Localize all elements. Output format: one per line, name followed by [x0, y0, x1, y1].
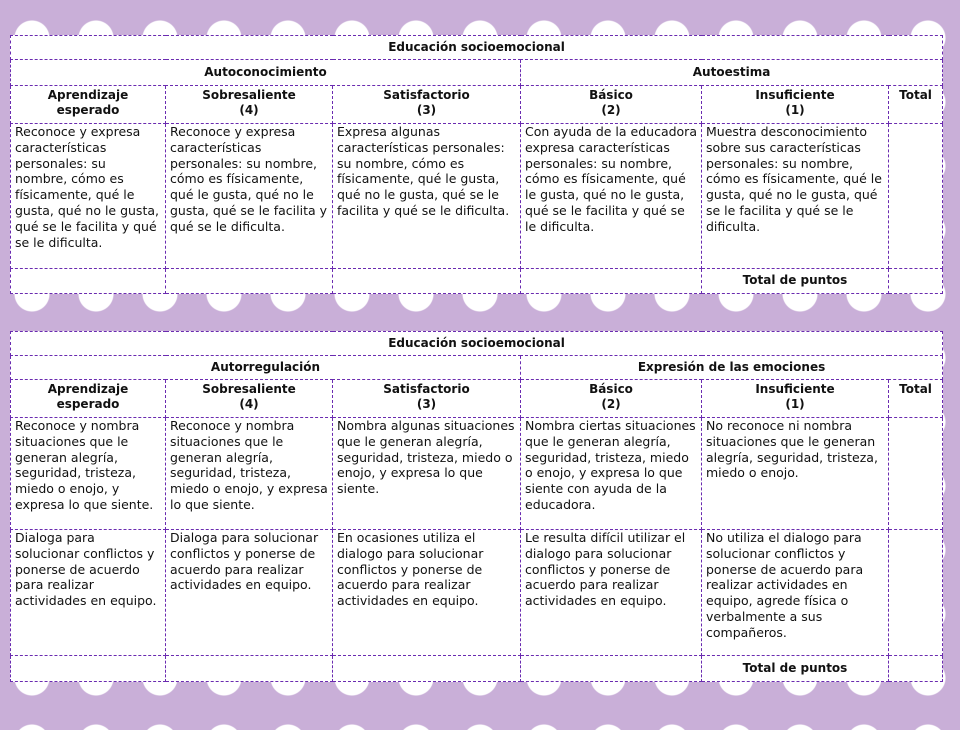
total-points-label: Total de puntos	[702, 269, 889, 294]
level-1-cell: No utiliza el dialogo para solucionar conflictos y ponerse de acuerdo para realizar actividades en equipo, agrede física o verbalmente a sus compañeros.	[702, 530, 889, 656]
total-cell	[889, 418, 943, 530]
empty-cell	[11, 269, 166, 294]
learning-header: Aprendizaje esperado	[11, 86, 166, 124]
level-4-header: Sobresaliente (4)	[166, 380, 333, 418]
empty-cell	[166, 656, 333, 682]
table-title: Educación socioemocional	[11, 332, 943, 356]
table-row	[11, 124, 943, 269]
level-2-cell: Le resulta difícil utilizar el dialogo para solucionar conflictos y ponerse de acuerdo para realizar actividades en equipo.	[521, 530, 702, 656]
total-points-value	[889, 656, 943, 682]
domain-right-header: Autoestima	[521, 60, 943, 86]
total-header: Total	[889, 380, 943, 418]
total-cell	[889, 124, 943, 269]
domain-left-header: Autoconocimiento	[11, 60, 521, 86]
learning-cell: Dialoga para solucionar conflictos y ponerse de acuerdo para realizar actividades en equipo.	[11, 530, 166, 656]
table-row	[11, 530, 943, 656]
level-2-header: Básico (2)	[521, 380, 702, 418]
level-1-header: Insuficiente (1)	[702, 86, 889, 124]
total-points-value	[889, 269, 943, 294]
total-header: Total	[889, 86, 943, 124]
level-1-cell: Muestra desconocimiento sobre sus características personales: su nombre, cómo es físicamente, qué le gusta, qué no le gusta, qué se le facilita y qué se le dificulta.	[702, 124, 889, 269]
total-points-row	[11, 269, 943, 294]
empty-cell	[521, 269, 702, 294]
total-points-row	[11, 656, 943, 682]
domain-left-header: Autorregulación	[11, 356, 521, 380]
empty-cell	[521, 656, 702, 682]
empty-cell	[166, 269, 333, 294]
level-3-header: Satisfactorio (3)	[333, 380, 521, 418]
empty-cell	[333, 269, 521, 294]
level-3-cell: Expresa algunas características personales: su nombre, cómo es físicamente, qué le gusta, qué no le gusta, qué se le facilita y qué se le dificulta.	[333, 124, 521, 269]
learning-header: Aprendizaje esperado	[11, 380, 166, 418]
rubric-table-autorregulacion	[10, 331, 943, 682]
level-3-header: Satisfactorio (3)	[333, 86, 521, 124]
domain-right-header: Expresión de las emociones	[521, 356, 943, 380]
learning-cell: Reconoce y nombra situaciones que le generan alegría, seguridad, tristeza, miedo o enojo, y expresa lo que siente.	[11, 418, 166, 530]
total-points-label: Total de puntos	[702, 656, 889, 682]
empty-cell	[11, 656, 166, 682]
total-cell	[889, 530, 943, 656]
level-4-cell: Reconoce y expresa características personales: su nombre, cómo es físicamente, qué le gusta, qué no le gusta, qué se le facilita y qué se le dificulta.	[166, 124, 333, 269]
level-3-cell: En ocasiones utiliza el dialogo para solucionar conflictos y ponerse de acuerdo para realizar actividades en equipo.	[333, 530, 521, 656]
level-1-cell: No reconoce ni nombra situaciones que le generan alegría, seguridad, tristeza, miedo o enojo.	[702, 418, 889, 530]
learning-cell: Reconoce y expresa características personales: su nombre, cómo es físicamente, qué le gusta, qué no le gusta, qué se le facilita y qué se le dificulta.	[11, 124, 166, 269]
level-4-header: Sobresaliente (4)	[166, 86, 333, 124]
level-2-cell: Nombra ciertas situaciones que le generan alegría, seguridad, tristeza, miedo o enojo, y expresa lo que siente con ayuda de la educadora.	[521, 418, 702, 530]
table-title: Educación socioemocional	[11, 36, 943, 60]
level-3-cell: Nombra algunas situaciones que le generan alegría, seguridad, tristeza, miedo o enojo, y expresa lo que siente.	[333, 418, 521, 530]
rubric-table-autoconocimiento	[10, 35, 943, 294]
level-1-header: Insuficiente (1)	[702, 380, 889, 418]
empty-cell	[333, 656, 521, 682]
level-4-cell: Reconoce y nombra situaciones que le generan alegría, seguridad, tristeza, miedo o enojo, y expresa lo que siente.	[166, 418, 333, 530]
level-2-header: Básico (2)	[521, 86, 702, 124]
level-4-cell: Dialoga para solucionar conflictos y ponerse de acuerdo para realizar actividades en equipo.	[166, 530, 333, 656]
level-2-cell: Con ayuda de la educadora expresa características personales: su nombre, cómo es físicamente, qué le gusta, qué no le gusta, qué se le facilita y qué se le dificulta.	[521, 124, 702, 269]
table-row	[11, 418, 943, 530]
